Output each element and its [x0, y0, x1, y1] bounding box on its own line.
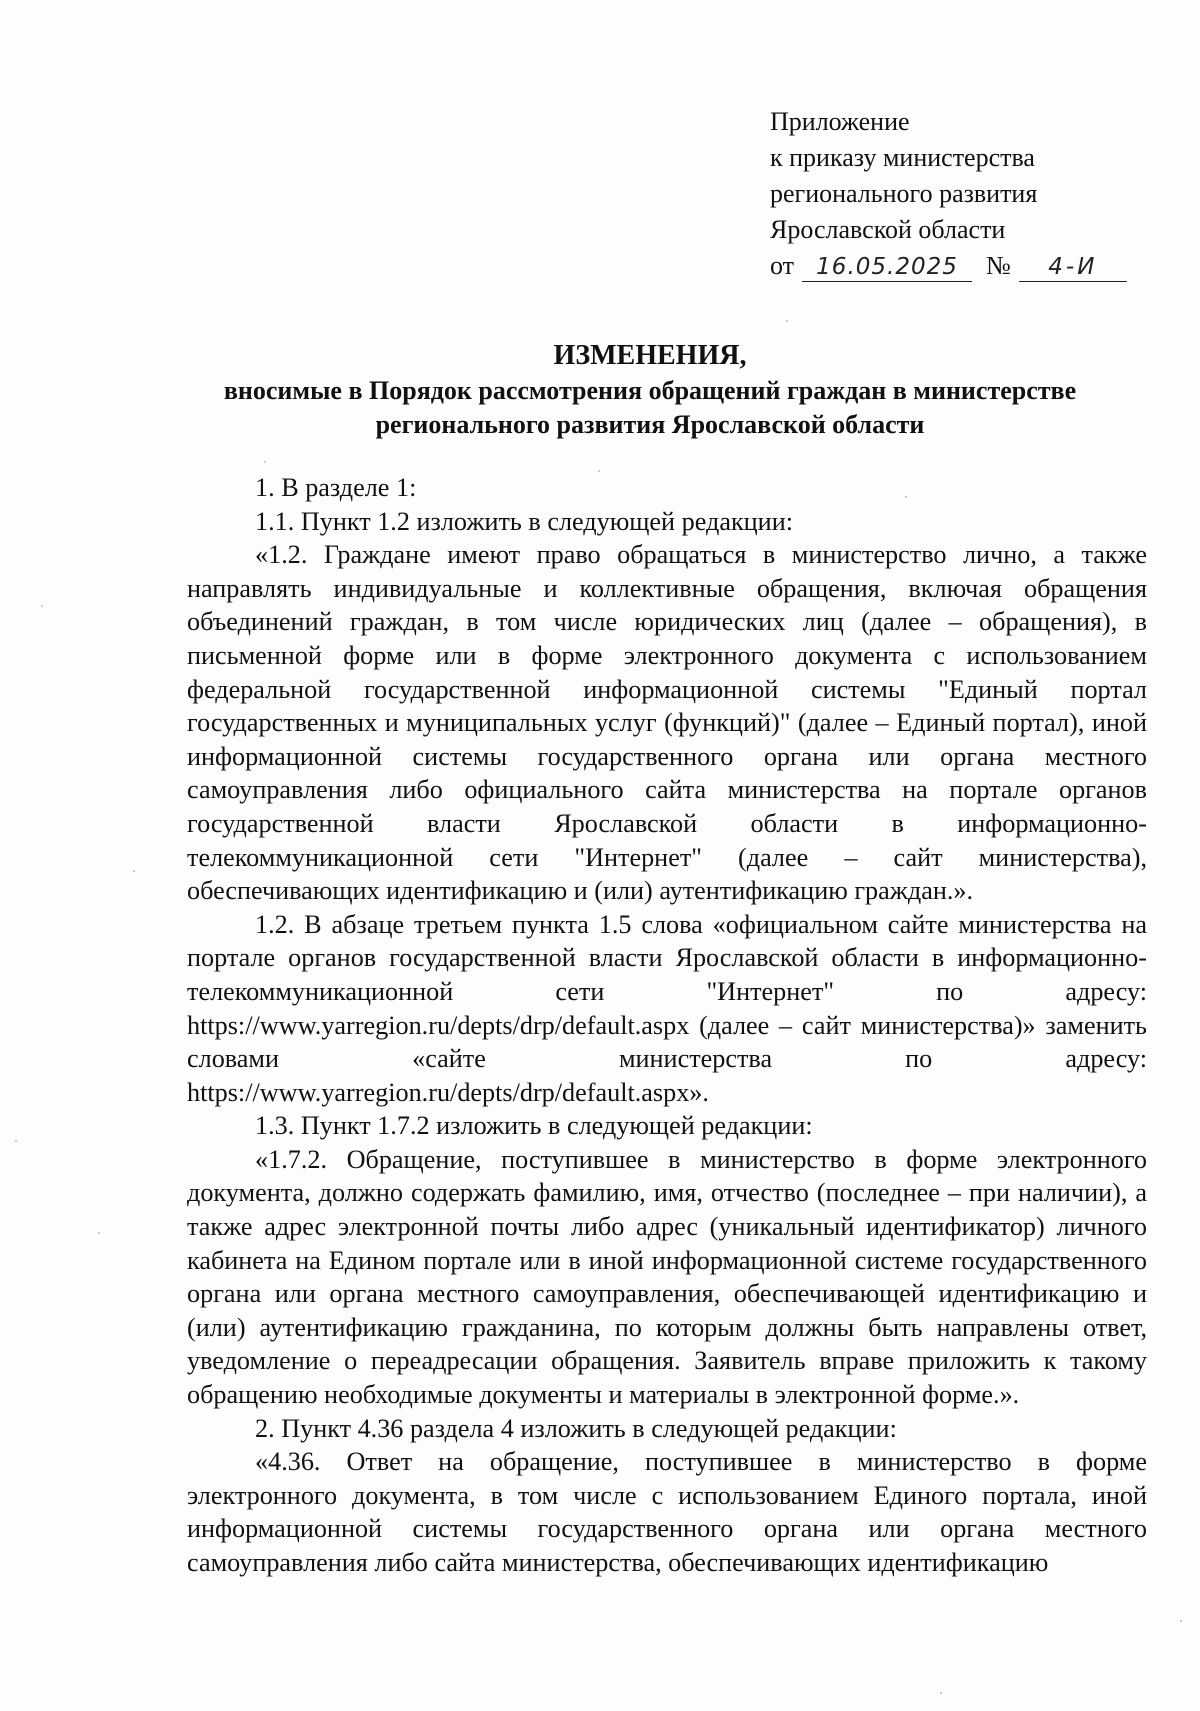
appendix-region: Ярославской области — [770, 215, 1006, 244]
scan-speck — [786, 320, 788, 322]
number-prefix: № — [986, 251, 1011, 280]
paragraph: 2. Пункт 4.36 раздела 4 изложить в следующей редакции: — [255, 1413, 897, 1443]
paragraph: 1.2. В абзаце третьем пункта 1.5 слова «официальном сайте министерства на портале органов государственной власти Ярославской области в информационно-телекоммуникационной сети "Интернет" по адресу: https://www.yarregion.ru/depts/drp/default.aspx (далее – сайт министерства)» заменить словами «сайте министерства по адресу: https://www.yarregion.ru/depts/drp/default.aspx». — [187, 909, 1147, 1107]
scan-speck — [1180, 1620, 1182, 1622]
scan-speck — [264, 461, 266, 463]
scan-speck — [15, 1140, 17, 1142]
document-title-block — [150, 338, 1150, 442]
document-subtitle: вносимые в Порядок рассмотрения обращений граждан в министерстве регионального развития Ярославской области — [223, 376, 1077, 439]
scan-speck — [133, 870, 135, 872]
appendix-block — [770, 104, 1127, 284]
scan-speck — [940, 1692, 942, 1694]
paragraph: 1.3. Пункт 1.7.2 изложить в следующей редакции: — [255, 1111, 813, 1141]
document-title: ИЗМЕНЕНИЯ, — [553, 340, 747, 371]
paragraph: «1.7.2. Обращение, поступившее в министерство в форме электронного документа, должно содержать фамилию, имя, отчество (последнее – при наличии), а также адрес электронной почты либо адрес (уникальный идентификатор) личного кабинета на Едином портале или в иной информационной системе государственного органа или органа местного самоуправления, обеспечивающей идентификацию и (или) аутентификацию гражданина, по которым должны быть направлены ответ, уведомление о переадресации обращения. Заявитель вправе приложить к такому обращению необходимые документы и материалы в электронной форме.». — [187, 1144, 1147, 1410]
appendix-date-number-row — [770, 248, 1127, 284]
document-body — [187, 471, 1147, 1580]
paragraph: «1.2. Граждане имеют право обращаться в министерство лично, а также направлять индивидуальные и коллективные обращения, включая обращения объединений граждан, в том числе юридических лиц (далее – обращения), в письменной форме или в форме электронного документа с использованием федеральной государственной информационной системы "Единый портал государственных и муниципальных услуг (функций)" (далее – Единый портал), иной информационной системы государственного органа или органа местного самоуправления либо официального сайта министерства на портале органов государственной власти Ярославской области в информационно-телекоммуникационной сети "Интернет" (далее – сайт министерства), обеспечивающих идентификацию и (или) аутентификацию граждан.». — [187, 540, 1147, 906]
paragraph: «4.36. Ответ на обращение, поступившее в министерство в форме электронного документа, в том числе с использованием Единого портала, иной информационной системы государственного органа или органа местного самоуправления либо сайта министерства, обеспечивающих идентификацию — [187, 1447, 1147, 1577]
date-prefix: от — [770, 251, 795, 280]
paragraph: 1. В разделе 1: — [255, 473, 417, 502]
handwritten-date: 16.05.2025 — [802, 253, 972, 282]
handwritten-number: 4-И — [1019, 253, 1127, 282]
paragraph: 1.1. Пункт 1.2 изложить в следующей редакции: — [255, 506, 793, 536]
scan-speck — [98, 1232, 100, 1234]
appendix-title: Приложение — [770, 107, 910, 136]
appendix-ministry: регионального развития — [770, 179, 1038, 208]
appendix-order-ref: к приказу министерства — [770, 143, 1035, 172]
scan-speck — [41, 605, 43, 607]
